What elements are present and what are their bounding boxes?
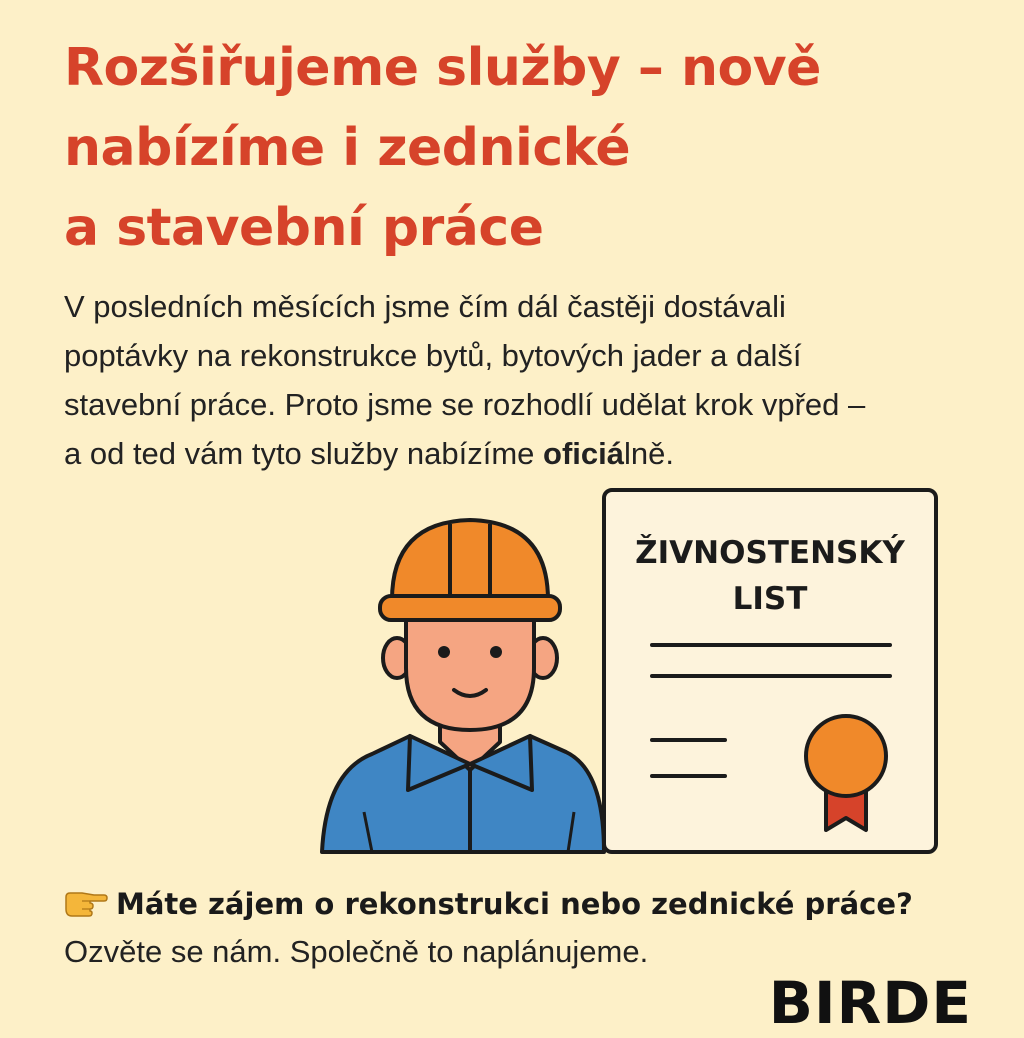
brand-logo: BIRDE: [768, 969, 972, 1037]
intro-line-4-start: a od ted vám tyto služby nabízíme: [64, 436, 544, 471]
intro-line-2: poptávky na rekonstrukce bytů, bytových jader a další: [64, 338, 802, 373]
headline-line-1: Rozšiřujeme služby – nově: [64, 38, 821, 98]
cta-subline: Ozvěte se nám. Společně to naplánujeme.: [64, 934, 649, 969]
intro-line-4-end: lně.: [624, 436, 674, 471]
cta-question-line: [64, 880, 1004, 928]
headline-line-2: nabízíme i zednické: [64, 118, 631, 178]
call-to-action: [64, 880, 1004, 976]
intro-bold-word: oficiá: [543, 436, 624, 471]
pointing-hand-icon: [64, 889, 108, 917]
cta-question: Máte zájem o rekonstrukci nebo zednické práce?: [116, 887, 913, 921]
headline: [64, 28, 964, 268]
headline-line-3: a stavební práce: [64, 198, 544, 258]
certificate-title-line-1: ŽIVNOSTENSKÝ: [635, 535, 905, 571]
intro-paragraph: [64, 282, 994, 478]
certificate-title: [606, 530, 934, 622]
certificate-title-line-2: LIST: [732, 581, 808, 617]
construction-worker-icon: [322, 520, 604, 852]
intro-line-3: stavební práce. Proto jsme se rozhodlí udělat krok vpřed –: [64, 387, 866, 422]
intro-line-1: V posledních měsících jsme čím dál častěji dostávali: [64, 289, 786, 324]
